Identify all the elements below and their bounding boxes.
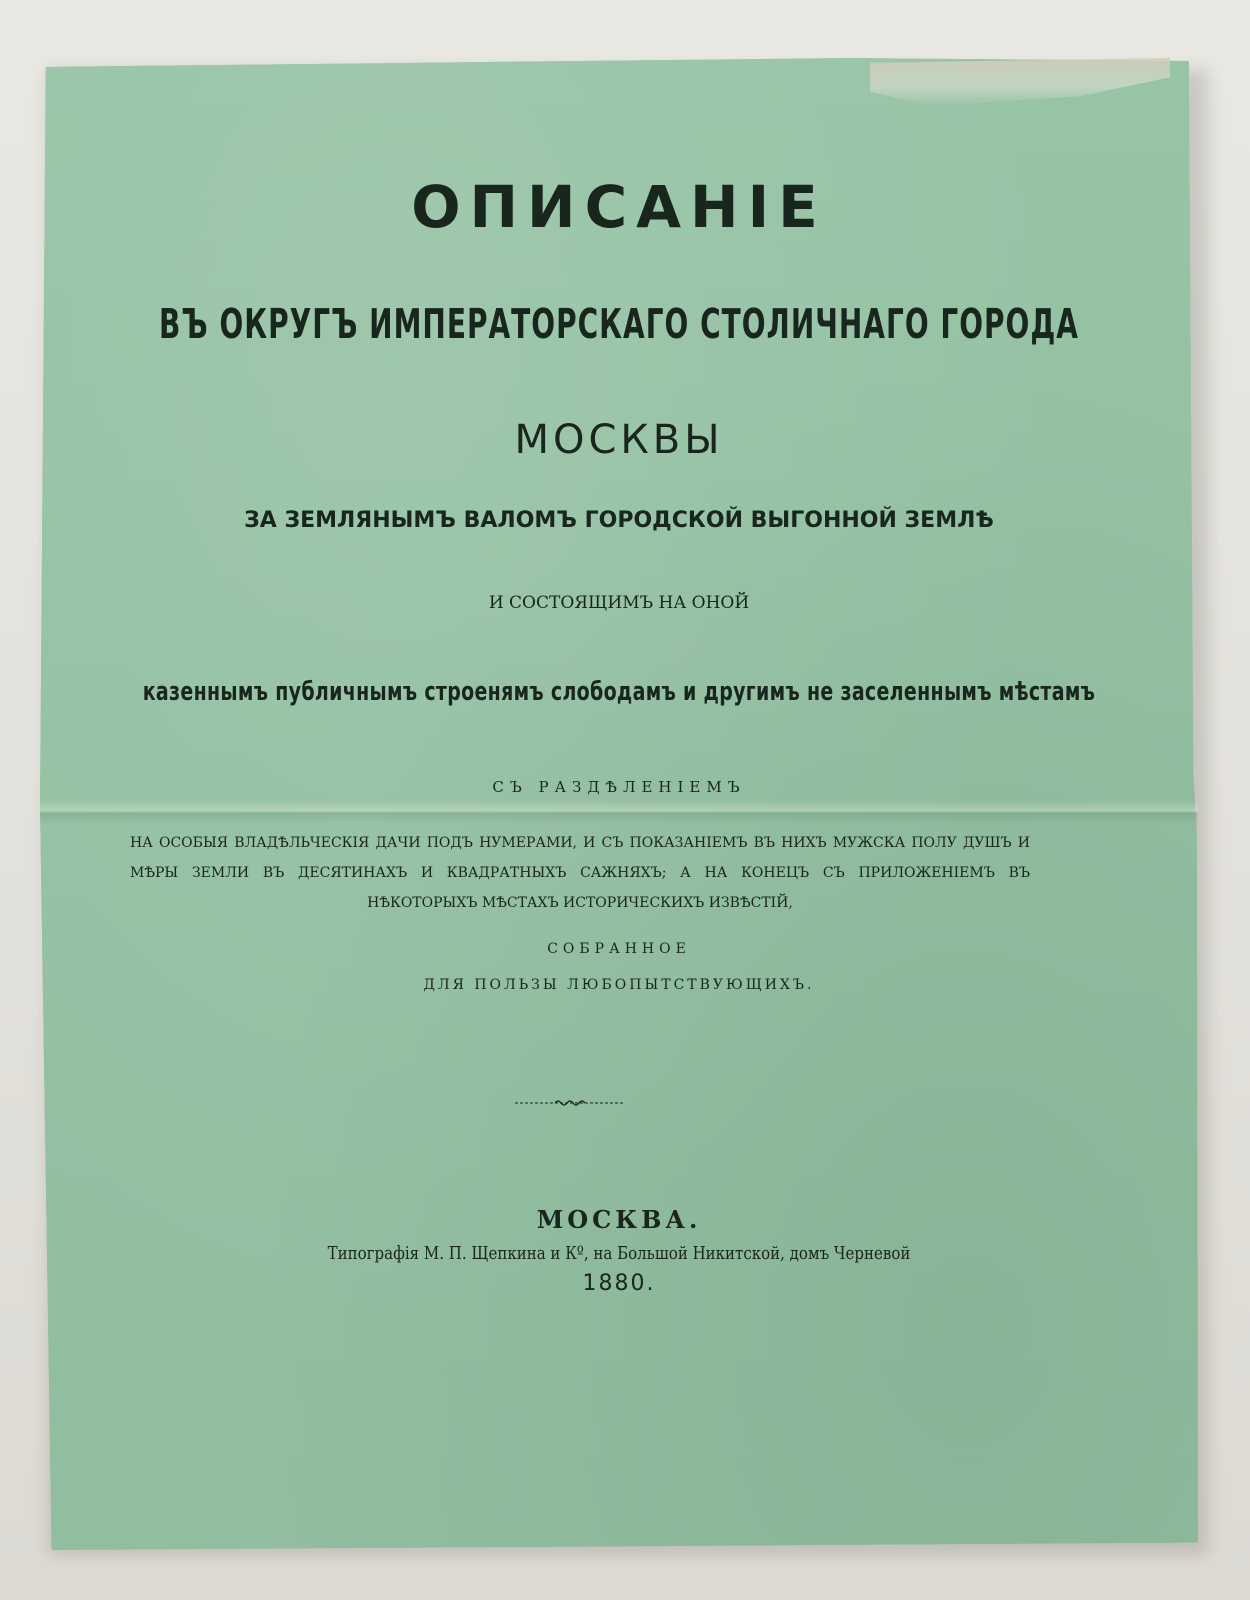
subtitle-consisting: И СОСТОЯЩИМЪ НА ОНОЙ [488, 593, 750, 613]
subtitle-buildings: казеннымъ публичнымъ строенямъ слободамъ и другимъ не заселеннымъ мѣстамъ [142, 677, 1096, 707]
document-title: ОПИСАНІЕ [411, 173, 827, 241]
imprint-city: МОСКВА. [536, 1205, 702, 1234]
subtitle-district: ВЪ ОКРУГЪ ИМПЕРАТОРСКАГО СТОЛИЧНАГО ГОРОДА [159, 300, 1079, 349]
dedication-line: ДЛЯ ПОЛЬЗЫ ЛЮБОПЫТСТВУЮЩИХЪ. [423, 977, 815, 993]
subtitle-city: МОСКВЫ [514, 417, 724, 463]
collected-label: СОБРАННОЕ [547, 941, 691, 957]
imprint-printer: Типографія М. П. Щепкина и Кº, на Большой Никитской, домъ Черневой [327, 1242, 911, 1264]
fold-crease [40, 800, 1198, 824]
ornament-divider-icon [515, 1098, 625, 1108]
description-paragraph: НА ОСОБЫЯ ВЛАДѢЛЬЧЕСКІЯ ДАЧИ ПОДЪ НУМЕРАМИ, И СЪ ПОКАЗАНІЕМЪ ВЪ НИХЪ МУЖСКА ПОЛУ ДУШЪ И МѢРЫ ЗЕМЛИ ВЪ ДЕСЯТИНАХЪ И КВАДРАТНЫХЪ САЖНЯХЪ; А НА КОНЕЦЪ СЪ ПРИЛОЖЕНІЕМЪ ВЪ НѢКОТОРЫХЪ МѢСТАХЪ ИСТОРИЧЕСКИХЪ ИЗВѢСТІЙ, [130, 835, 1030, 911]
subtitle-land: ЗА ЗЕМЛЯНЫМЪ ВАЛОМЪ ГОРОДСКОЙ ВЫГОННОЙ ЗЕМЛѢ [244, 508, 994, 533]
imprint-year: 1880. [582, 1271, 656, 1296]
subtitle-division: СЪ РАЗДѢЛЕНІЕМЪ [492, 778, 746, 796]
